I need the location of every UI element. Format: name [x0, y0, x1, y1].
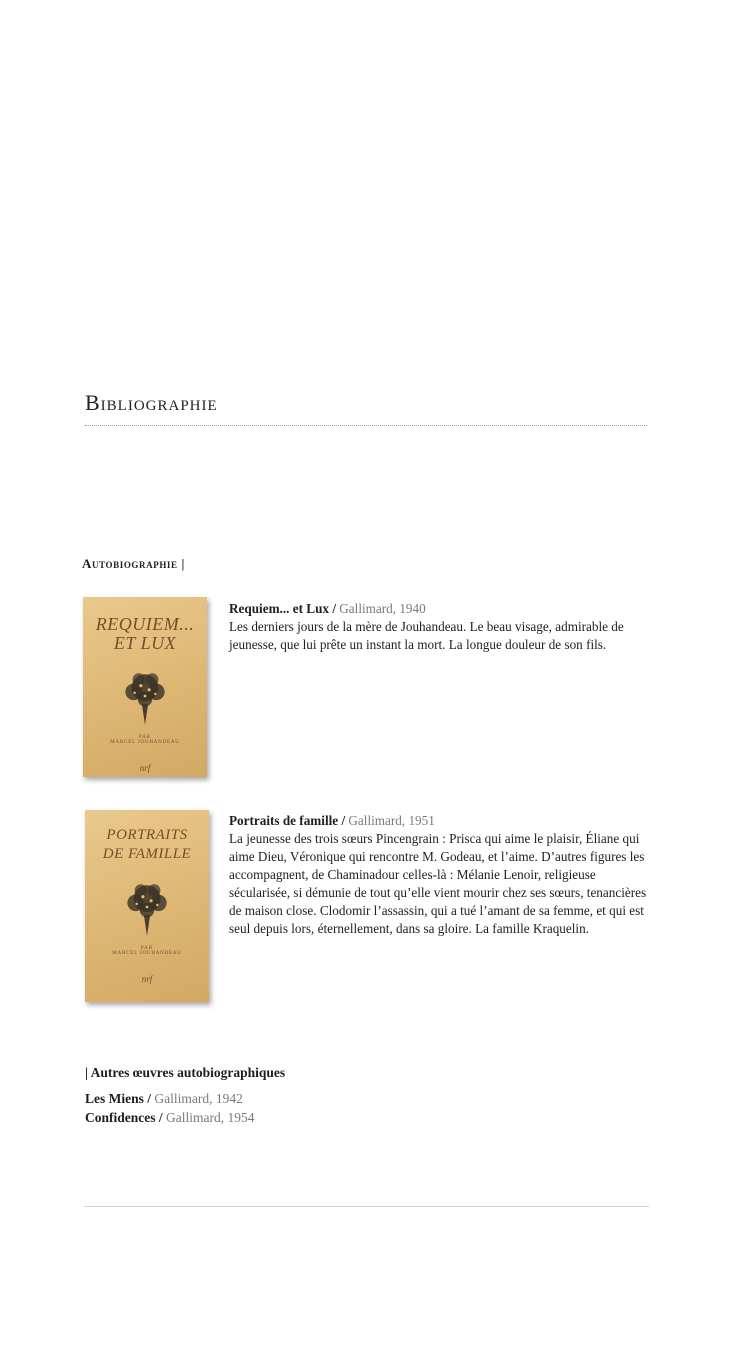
book-title[interactable]: Portraits de famille: [229, 813, 339, 828]
other-work-publisher: Gallimard, 1942: [154, 1091, 243, 1106]
other-work-title[interactable]: Confidences: [85, 1110, 156, 1125]
other-work-separator: /: [155, 1110, 167, 1125]
title-divider: [85, 425, 647, 426]
cover-publisher-logo: nrf: [139, 763, 151, 773]
book-publisher: Gallimard, 1951: [348, 813, 435, 828]
book-separator: /: [329, 601, 340, 616]
other-work-title[interactable]: Les Miens: [85, 1091, 144, 1106]
book-description: La jeunesse des trois sœurs Pincengrain : Prisca qui aime le plaisir, Éliane qui aime Dieu, Véronique qui rencontre M. Godeau, et l’aime. D’autres figures les accompagnent, de Chaminadour celles-là : Mélanie Lenoir, religieuse sécularisée, si démunie de tout qu’elle vient mourir chez ses sœurs, tenancières de maison close. Clodomir l’assassin, qui a tué l’amant de sa femme, et qui est seul depuis lors, éternellement, dans sa gloire. La famille Kraquelin.: [229, 831, 647, 936]
cover-title-line2: DE FAMILLE: [102, 846, 192, 862]
other-works-heading: | Autres œuvres autobiographiques: [85, 1065, 286, 1080]
other-work-separator: /: [143, 1091, 155, 1106]
list-item: [85, 1089, 255, 1108]
book-entry-requiem: [229, 600, 649, 654]
cover-by: PAR: [140, 946, 154, 951]
bouquet-illustration: [114, 665, 176, 727]
cover-publisher-logo: nrf: [141, 974, 153, 984]
page-title: Bibliographie: [85, 390, 218, 415]
cover-author: MARCEL JOUHANDEAU: [110, 740, 180, 745]
book-description: Les derniers jours de la mère de Jouhandeau. Le beau visage, admirable de jeunesse, que lui prête un instant la mort. La longue douleur de son fils.: [229, 619, 624, 652]
book-entry-portraits: [229, 812, 649, 938]
other-works-list: [85, 1089, 255, 1127]
list-item: [85, 1108, 255, 1127]
book-cover-portraits[interactable]: [85, 810, 209, 1002]
other-work-publisher: Gallimard, 1954: [166, 1110, 255, 1125]
cover-title-line1: REQUIEM...: [95, 614, 195, 634]
book-publisher: Gallimard, 1940: [339, 601, 426, 616]
cover-title-line2: ET LUX: [113, 633, 177, 653]
book-cover-requiem[interactable]: [83, 597, 207, 777]
cover-title: [85, 826, 209, 864]
bottom-divider: [84, 1206, 649, 1207]
book-separator: /: [338, 813, 349, 828]
cover-by: PAR: [138, 735, 152, 740]
cover-title: [83, 615, 207, 653]
cover-title-line1: PORTRAITS: [106, 827, 188, 843]
book-title[interactable]: Requiem... et Lux: [229, 601, 330, 616]
cover-author: MARCEL JOUHANDEAU: [112, 951, 182, 956]
bouquet-illustration: [116, 876, 178, 938]
section-heading-autobiographie: Autobiographie |: [82, 556, 185, 571]
